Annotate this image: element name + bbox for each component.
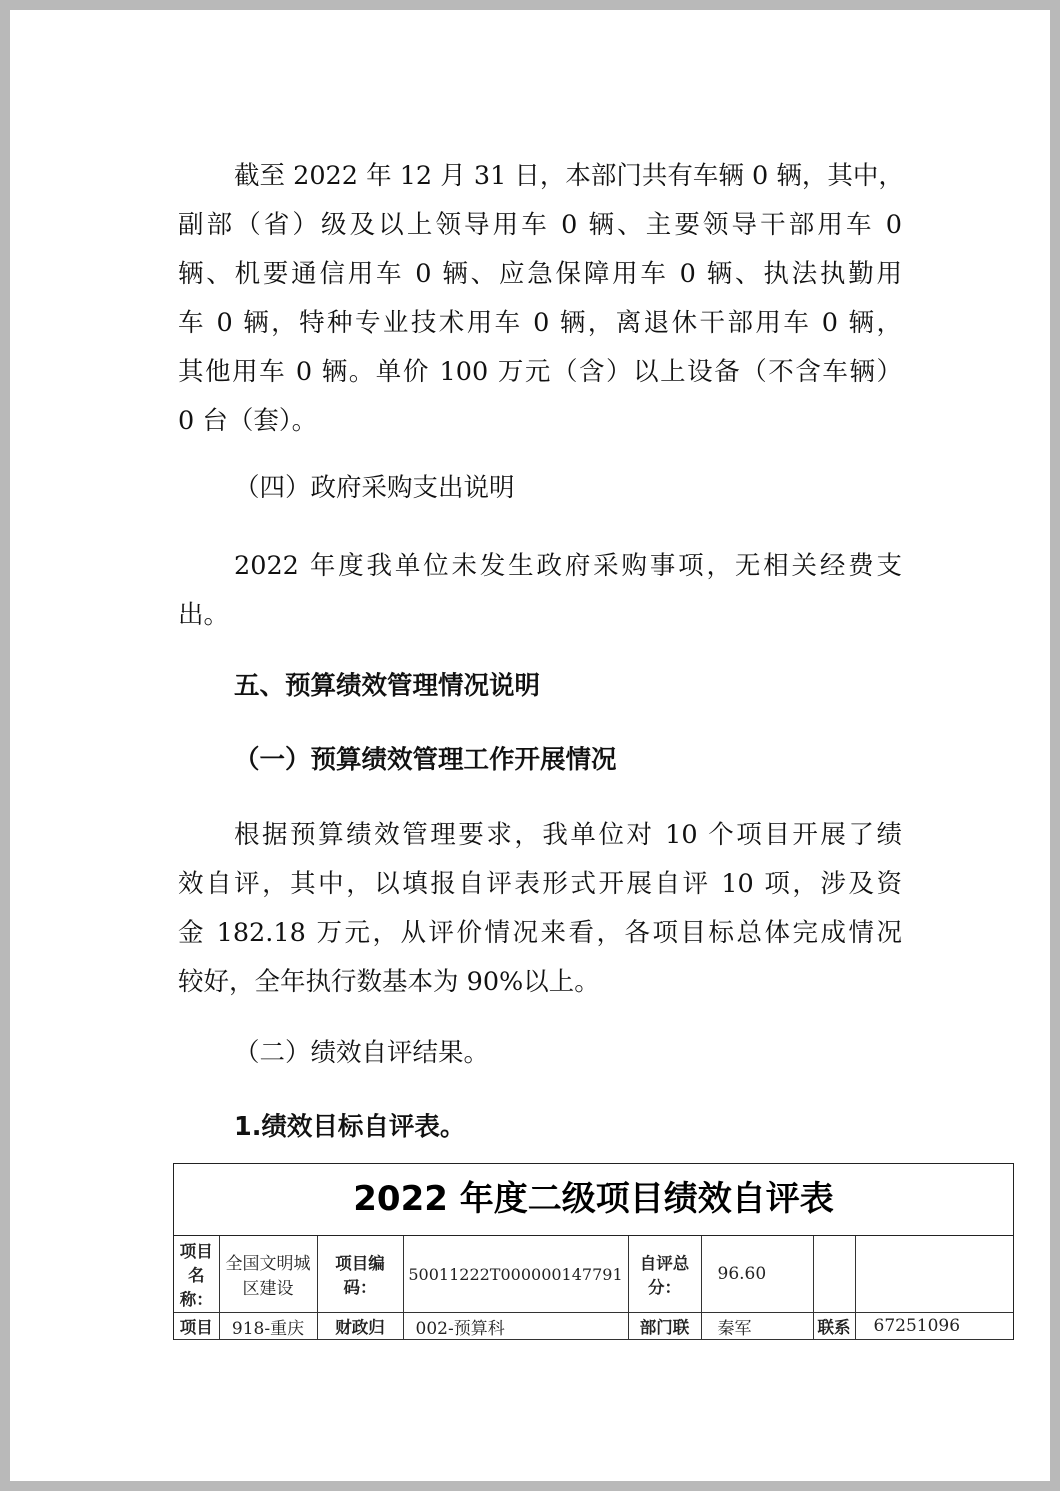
row2-label: 财政归 — [317, 1313, 403, 1340]
vehicles-paragraph — [178, 152, 902, 446]
table-title: 2022 年度二级项目绩效自评表 — [174, 1164, 1013, 1236]
project-code-label: 项目编码： — [317, 1236, 403, 1313]
project-name-label: 项目名称： — [174, 1236, 219, 1313]
table-grid — [174, 1236, 1013, 1340]
row2-value: 918-重庆 — [219, 1313, 317, 1340]
text-line: 其他用车 0 辆。单价 100 万元（含）以上设备（不含车辆） — [178, 357, 902, 387]
project-name-value: 全国文明城区建设 — [219, 1236, 317, 1313]
section5-heading: 五、预算绩效管理情况说明 — [234, 671, 541, 701]
sub1-heading: （一）预算绩效管理工作开展情况 — [234, 745, 617, 775]
performance-paragraph — [178, 811, 902, 1007]
self-evaluation-table — [173, 1163, 1014, 1340]
row2-value: 秦军 — [701, 1313, 813, 1340]
table-row — [174, 1236, 1013, 1313]
text-line: 较好，全年执行数基本为 90%以上。 — [178, 967, 600, 997]
project-code-value: 50011222T000000147791 — [403, 1236, 628, 1313]
text-line: 出。 — [178, 600, 230, 630]
text-line: 副部（省）级及以上领导用车 0 辆、主要领导干部用车 0 — [178, 210, 902, 240]
table-row — [174, 1313, 1013, 1340]
text-line: 辆、机要通信用车 0 辆、应急保障用车 0 辆、执法执勤用 — [178, 259, 902, 289]
text-line: 截至 2022 年 12 月 31 日，本部门共有车辆 0 辆，其中， — [234, 161, 904, 191]
row2-value: 002-预算科 — [403, 1313, 628, 1340]
text-line: 0 台（套）。 — [178, 406, 318, 436]
text-line: 2022 年度我单位未发生政府采购事项，无相关经费支 — [234, 551, 902, 581]
empty-cell — [813, 1236, 855, 1313]
text-line: 金 182.18 万元，从评价情况来看，各项目标总体完成情况 — [178, 918, 902, 948]
row2-label: 部门联 — [628, 1313, 701, 1340]
procurement-heading: （四）政府采购支出说明 — [234, 473, 515, 503]
text-line: 车 0 辆，特种专业技术用车 0 辆，离退休干部用车 0 辆， — [178, 308, 902, 338]
row2-label: 联系 — [813, 1313, 855, 1340]
sub2-heading: （二）绩效自评结果。 — [234, 1038, 490, 1068]
score-value: 96.60 — [701, 1236, 813, 1313]
table-heading: 1.绩效目标自评表。 — [234, 1112, 466, 1142]
procurement-paragraph — [178, 542, 902, 640]
empty-cell — [855, 1236, 1013, 1313]
text-line: 根据预算绩效管理要求，我单位对 10 个项目开展了绩 — [234, 820, 902, 850]
text-line: 效自评，其中，以填报自评表形式开展自评 10 项，涉及资 — [178, 869, 902, 899]
score-label: 自评总分： — [628, 1236, 701, 1313]
row2-value: 67251096 — [855, 1313, 1013, 1340]
row2-label: 项目 — [174, 1313, 219, 1340]
